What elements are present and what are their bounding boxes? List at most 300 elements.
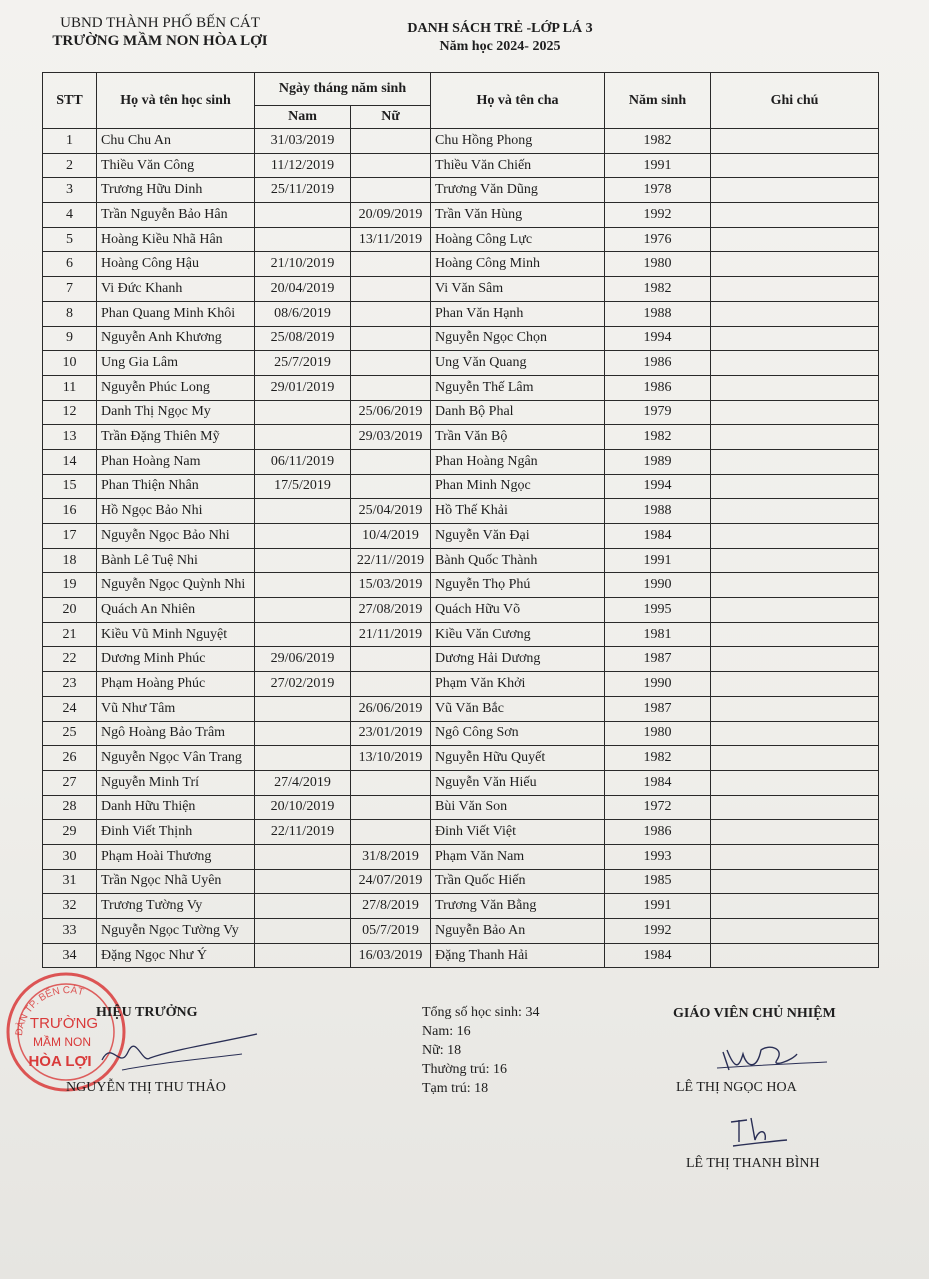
row-dob-female	[351, 252, 431, 277]
teacher2-name: LÊ THỊ THANH BÌNH	[686, 1156, 820, 1171]
row-father-name: Nguyễn Thế Lâm	[431, 375, 605, 400]
row-father-name: Nguyễn Hữu Quyết	[431, 746, 605, 771]
table-row	[43, 844, 879, 869]
table-row	[43, 252, 879, 277]
row-student-name: Trần Đặng Thiên Mỹ	[97, 425, 255, 450]
table-row	[43, 647, 879, 672]
row-stt: 5	[43, 227, 97, 252]
row-father-name: Hồ Thế Khải	[431, 499, 605, 524]
table-row	[43, 326, 879, 351]
row-stt: 24	[43, 696, 97, 721]
row-note	[711, 820, 879, 845]
row-note	[711, 919, 879, 944]
row-note	[711, 548, 879, 573]
row-note	[711, 672, 879, 697]
row-stt: 2	[43, 153, 97, 178]
row-note	[711, 869, 879, 894]
row-dob-male	[255, 622, 351, 647]
seal-line-3: HÒA LỢI	[28, 1053, 92, 1070]
seal-line-2: MẦM NON	[33, 1035, 91, 1049]
row-birth-year: 1988	[605, 301, 711, 326]
row-note	[711, 129, 879, 154]
col-header-female: Nữ	[351, 106, 431, 129]
row-stt: 21	[43, 622, 97, 647]
table-row	[43, 770, 879, 795]
row-dob-male: 27/02/2019	[255, 672, 351, 697]
row-student-name: Đinh Viết Thịnh	[97, 820, 255, 845]
row-dob-female	[351, 672, 431, 697]
row-stt: 22	[43, 647, 97, 672]
row-stt: 31	[43, 869, 97, 894]
row-dob-female: 05/7/2019	[351, 919, 431, 944]
row-birth-year: 1990	[605, 672, 711, 697]
table-row	[43, 153, 879, 178]
row-father-name: Nguyễn Bảo An	[431, 919, 605, 944]
row-dob-female	[351, 153, 431, 178]
row-dob-female: 25/06/2019	[351, 400, 431, 425]
row-birth-year: 1980	[605, 252, 711, 277]
row-dob-female	[351, 375, 431, 400]
row-student-name: Bành Lê Tuệ Nhi	[97, 548, 255, 573]
row-stt: 17	[43, 524, 97, 549]
row-note	[711, 375, 879, 400]
row-stt: 16	[43, 499, 97, 524]
row-father-name: Trương Văn Bằng	[431, 894, 605, 919]
table-row	[43, 375, 879, 400]
row-stt: 20	[43, 598, 97, 623]
row-birth-year: 1992	[605, 203, 711, 228]
row-birth-year: 1995	[605, 598, 711, 623]
row-student-name: Hoàng Kiều Nhã Hân	[97, 227, 255, 252]
row-student-name: Nguyễn Ngọc Bảo Nhi	[97, 524, 255, 549]
row-student-name: Nguyễn Minh Trí	[97, 770, 255, 795]
principal-signature	[92, 1030, 262, 1080]
table-row	[43, 129, 879, 154]
row-stt: 7	[43, 277, 97, 302]
row-dob-male: 17/5/2019	[255, 474, 351, 499]
row-father-name: Kiều Văn Cương	[431, 622, 605, 647]
row-stt: 19	[43, 573, 97, 598]
row-stt: 25	[43, 721, 97, 746]
row-dob-male: 27/4/2019	[255, 770, 351, 795]
row-student-name: Danh Hữu Thiện	[97, 795, 255, 820]
row-note	[711, 277, 879, 302]
row-dob-male	[255, 919, 351, 944]
seal-line-1: TRƯỜNG	[29, 1015, 99, 1032]
row-student-name: Nguyễn Ngọc Tường Vy	[97, 919, 255, 944]
roster-body	[43, 129, 879, 968]
row-dob-female	[351, 474, 431, 499]
row-father-name: Bành Quốc Thành	[431, 548, 605, 573]
table-row	[43, 474, 879, 499]
table-row	[43, 721, 879, 746]
row-birth-year: 1982	[605, 425, 711, 450]
row-dob-male: 25/08/2019	[255, 326, 351, 351]
row-birth-year: 1986	[605, 375, 711, 400]
table-row	[43, 499, 879, 524]
row-father-name: Nguyễn Thọ Phú	[431, 573, 605, 598]
row-father-name: Ngô Công Sơn	[431, 721, 605, 746]
document-title: DANH SÁCH TRẺ -LỚP LÁ 3	[407, 21, 593, 36]
row-dob-male: 20/10/2019	[255, 795, 351, 820]
row-stt: 14	[43, 449, 97, 474]
row-dob-male	[255, 548, 351, 573]
row-dob-female: 21/11/2019	[351, 622, 431, 647]
row-student-name: Ung Gia Lâm	[97, 351, 255, 376]
principal-name: NGUYỄN THỊ THU THẢO	[66, 1080, 226, 1095]
row-student-name: Trần Ngọc Nhã Uyên	[97, 869, 255, 894]
header-center	[380, 20, 620, 56]
row-stt: 9	[43, 326, 97, 351]
summary-male: Nam: 16	[422, 1024, 471, 1039]
row-dob-male	[255, 598, 351, 623]
row-birth-year: 1976	[605, 227, 711, 252]
row-stt: 13	[43, 425, 97, 450]
row-student-name: Chu Chu An	[97, 129, 255, 154]
row-student-name: Trần Nguyễn Bảo Hân	[97, 203, 255, 228]
row-dob-male: 25/11/2019	[255, 178, 351, 203]
row-dob-female: 29/03/2019	[351, 425, 431, 450]
row-dob-male	[255, 894, 351, 919]
row-father-name: Vi Văn Sâm	[431, 277, 605, 302]
row-dob-female	[351, 351, 431, 376]
row-birth-year: 1984	[605, 524, 711, 549]
row-note	[711, 943, 879, 968]
table-row	[43, 622, 879, 647]
row-birth-year: 1988	[605, 499, 711, 524]
table-row	[43, 943, 879, 968]
homeroom-teacher-title: GIÁO VIÊN CHỦ NHIỆM	[673, 1006, 836, 1021]
row-dob-female	[351, 795, 431, 820]
table-row	[43, 598, 879, 623]
row-student-name: Phan Hoàng Nam	[97, 449, 255, 474]
row-birth-year: 1984	[605, 943, 711, 968]
row-dob-female: 27/8/2019	[351, 894, 431, 919]
row-father-name: Phan Văn Hạnh	[431, 301, 605, 326]
row-dob-male	[255, 400, 351, 425]
row-student-name: Phạm Hoài Thương	[97, 844, 255, 869]
row-father-name: Bùi Văn Son	[431, 795, 605, 820]
table-row	[43, 746, 879, 771]
row-father-name: Phạm Văn Khởi	[431, 672, 605, 697]
row-stt: 33	[43, 919, 97, 944]
table-row	[43, 351, 879, 376]
row-note	[711, 227, 879, 252]
row-student-name: Quách An Nhiên	[97, 598, 255, 623]
row-father-name: Phan Hoàng Ngân	[431, 449, 605, 474]
principal-title: HIỆU TRƯỞNG	[96, 1005, 198, 1020]
table-row	[43, 425, 879, 450]
row-dob-male	[255, 227, 351, 252]
row-note	[711, 252, 879, 277]
col-header-stt: STT	[43, 73, 97, 129]
row-dob-female	[351, 326, 431, 351]
table-row	[43, 672, 879, 697]
row-dob-male: 06/11/2019	[255, 449, 351, 474]
row-father-name: Hoàng Công Lực	[431, 227, 605, 252]
row-dob-female	[351, 178, 431, 203]
row-dob-female: 10/4/2019	[351, 524, 431, 549]
row-father-name: Trần Quốc Hiến	[431, 869, 605, 894]
teacher1-name: LÊ THỊ NGỌC HOA	[676, 1080, 797, 1095]
row-note	[711, 425, 879, 450]
row-note	[711, 400, 879, 425]
row-father-name: Ung Văn Quang	[431, 351, 605, 376]
row-dob-male	[255, 425, 351, 450]
row-note	[711, 844, 879, 869]
row-birth-year: 1991	[605, 548, 711, 573]
table-row	[43, 869, 879, 894]
row-birth-year: 1989	[605, 449, 711, 474]
row-dob-female	[351, 770, 431, 795]
row-note	[711, 894, 879, 919]
row-birth-year: 1979	[605, 400, 711, 425]
row-stt: 10	[43, 351, 97, 376]
row-father-name: Quách Hữu Võ	[431, 598, 605, 623]
row-dob-female: 26/06/2019	[351, 696, 431, 721]
col-header-note: Ghi chú	[711, 73, 879, 129]
row-note	[711, 524, 879, 549]
row-birth-year: 1972	[605, 795, 711, 820]
row-father-name: Nguyễn Văn Hiếu	[431, 770, 605, 795]
row-dob-female	[351, 820, 431, 845]
summary-permanent: Thường trú: 16	[422, 1062, 507, 1077]
row-father-name: Nguyễn Ngọc Chọn	[431, 326, 605, 351]
row-stt: 18	[43, 548, 97, 573]
row-student-name: Kiều Vũ Minh Nguyệt	[97, 622, 255, 647]
row-student-name: Trương Hữu Dinh	[97, 178, 255, 203]
row-birth-year: 1980	[605, 721, 711, 746]
table-row	[43, 301, 879, 326]
row-dob-female: 24/07/2019	[351, 869, 431, 894]
row-student-name: Danh Thị Ngọc My	[97, 400, 255, 425]
row-note	[711, 351, 879, 376]
row-dob-female: 31/8/2019	[351, 844, 431, 869]
row-father-name: Thiều Văn Chiến	[431, 153, 605, 178]
table-row	[43, 203, 879, 228]
row-student-name: Thiều Văn Công	[97, 153, 255, 178]
row-birth-year: 1984	[605, 770, 711, 795]
row-dob-female	[351, 449, 431, 474]
row-birth-year: 1987	[605, 647, 711, 672]
row-father-name: Dương Hải Dương	[431, 647, 605, 672]
table-row	[43, 820, 879, 845]
row-dob-male	[255, 869, 351, 894]
row-father-name: Nguyễn Văn Đại	[431, 524, 605, 549]
row-dob-male: 22/11/2019	[255, 820, 351, 845]
row-note	[711, 746, 879, 771]
row-stt: 6	[43, 252, 97, 277]
row-dob-female	[351, 301, 431, 326]
row-dob-female	[351, 129, 431, 154]
row-student-name: Phan Quang Minh Khôi	[97, 301, 255, 326]
row-father-name: Vũ Văn Bắc	[431, 696, 605, 721]
row-birth-year: 1981	[605, 622, 711, 647]
row-student-name: Nguyễn Phúc Long	[97, 375, 255, 400]
table-row	[43, 795, 879, 820]
row-dob-female: 20/09/2019	[351, 203, 431, 228]
row-note	[711, 153, 879, 178]
col-header-dob: Ngày tháng năm sinh	[255, 73, 431, 106]
row-note	[711, 499, 879, 524]
row-birth-year: 1994	[605, 326, 711, 351]
row-dob-female	[351, 277, 431, 302]
row-note	[711, 696, 879, 721]
class-summary	[422, 1004, 539, 1099]
row-student-name: Vũ Như Tâm	[97, 696, 255, 721]
row-birth-year: 1987	[605, 696, 711, 721]
row-birth-year: 1982	[605, 277, 711, 302]
row-dob-male: 20/04/2019	[255, 277, 351, 302]
row-note	[711, 474, 879, 499]
row-dob-female: 27/08/2019	[351, 598, 431, 623]
row-dob-male	[255, 746, 351, 771]
row-note	[711, 326, 879, 351]
row-dob-male	[255, 499, 351, 524]
row-student-name: Hoàng Công Hậu	[97, 252, 255, 277]
teacher2-signature	[725, 1114, 795, 1150]
row-stt: 11	[43, 375, 97, 400]
table-row	[43, 227, 879, 252]
row-father-name: Trần Văn Hùng	[431, 203, 605, 228]
row-dob-male: 29/06/2019	[255, 647, 351, 672]
row-note	[711, 770, 879, 795]
table-row	[43, 894, 879, 919]
row-birth-year: 1978	[605, 178, 711, 203]
row-note	[711, 573, 879, 598]
row-note	[711, 721, 879, 746]
row-note	[711, 598, 879, 623]
row-stt: 34	[43, 943, 97, 968]
row-birth-year: 1991	[605, 153, 711, 178]
row-dob-male	[255, 721, 351, 746]
row-student-name: Nguyễn Anh Khương	[97, 326, 255, 351]
row-student-name: Nguyễn Ngọc Vân Trang	[97, 746, 255, 771]
school-year: Năm học 2024- 2025	[439, 39, 561, 54]
row-dob-male	[255, 696, 351, 721]
summary-female: Nữ: 18	[422, 1043, 462, 1058]
row-father-name: Đinh Viết Việt	[431, 820, 605, 845]
row-father-name: Phan Minh Ngọc	[431, 474, 605, 499]
row-birth-year: 1992	[605, 919, 711, 944]
row-dob-female: 22/11//2019	[351, 548, 431, 573]
row-dob-male	[255, 203, 351, 228]
row-birth-year: 1993	[605, 844, 711, 869]
row-dob-female: 15/03/2019	[351, 573, 431, 598]
row-dob-female: 16/03/2019	[351, 943, 431, 968]
row-dob-male: 25/7/2019	[255, 351, 351, 376]
row-note	[711, 301, 879, 326]
row-birth-year: 1985	[605, 869, 711, 894]
row-dob-female: 13/10/2019	[351, 746, 431, 771]
row-note	[711, 622, 879, 647]
table-row	[43, 449, 879, 474]
row-student-name: Dương Minh Phúc	[97, 647, 255, 672]
table-row	[43, 919, 879, 944]
row-note	[711, 647, 879, 672]
row-dob-male: 31/03/2019	[255, 129, 351, 154]
row-father-name: Danh Bộ Phal	[431, 400, 605, 425]
header-school: TRƯỜNG MẦM NON HÒA LỢI	[52, 33, 268, 49]
summary-temporary: Tạm trú: 18	[422, 1081, 489, 1096]
row-student-name: Vi Đức Khanh	[97, 277, 255, 302]
row-birth-year: 1994	[605, 474, 711, 499]
row-father-name: Trương Văn Dũng	[431, 178, 605, 203]
teacher1-signature	[705, 1040, 835, 1080]
row-stt: 1	[43, 129, 97, 154]
row-student-name: Trương Tường Vy	[97, 894, 255, 919]
row-dob-male	[255, 943, 351, 968]
row-dob-male	[255, 524, 351, 549]
seal-top-text: ĐÀN TP. BẾN CÁT	[13, 984, 85, 1037]
row-note	[711, 449, 879, 474]
row-student-name: Phạm Hoàng Phúc	[97, 672, 255, 697]
row-dob-male	[255, 844, 351, 869]
summary-total: Tổng số học sinh: 34	[422, 1005, 540, 1020]
row-student-name: Hồ Ngọc Bảo Nhi	[97, 499, 255, 524]
row-stt: 30	[43, 844, 97, 869]
row-stt: 27	[43, 770, 97, 795]
row-dob-female: 23/01/2019	[351, 721, 431, 746]
row-stt: 15	[43, 474, 97, 499]
student-roster-table	[42, 72, 879, 968]
row-birth-year: 1982	[605, 746, 711, 771]
row-note	[711, 178, 879, 203]
row-student-name: Ngô Hoàng Bảo Trâm	[97, 721, 255, 746]
row-father-name: Trần Văn Bộ	[431, 425, 605, 450]
table-row	[43, 696, 879, 721]
row-stt: 12	[43, 400, 97, 425]
row-dob-female: 13/11/2019	[351, 227, 431, 252]
row-dob-male: 11/12/2019	[255, 153, 351, 178]
col-header-birth-year: Năm sinh	[605, 73, 711, 129]
row-note	[711, 795, 879, 820]
row-dob-male: 21/10/2019	[255, 252, 351, 277]
row-birth-year: 1982	[605, 129, 711, 154]
table-row	[43, 178, 879, 203]
row-birth-year: 1986	[605, 351, 711, 376]
row-dob-female	[351, 647, 431, 672]
col-header-male: Nam	[255, 106, 351, 129]
table-row	[43, 400, 879, 425]
row-stt: 28	[43, 795, 97, 820]
table-row	[43, 524, 879, 549]
row-note	[711, 203, 879, 228]
row-father-name: Hoàng Công Minh	[431, 252, 605, 277]
row-father-name: Chu Hồng Phong	[431, 129, 605, 154]
col-header-student-name: Họ và tên học sinh	[97, 73, 255, 129]
row-dob-male: 29/01/2019	[255, 375, 351, 400]
row-student-name: Phan Thiện Nhân	[97, 474, 255, 499]
table-row	[43, 548, 879, 573]
row-birth-year: 1986	[605, 820, 711, 845]
row-student-name: Đặng Ngọc Như Ý	[97, 943, 255, 968]
row-stt: 29	[43, 820, 97, 845]
row-birth-year: 1991	[605, 894, 711, 919]
row-stt: 3	[43, 178, 97, 203]
row-stt: 26	[43, 746, 97, 771]
col-header-father-name: Họ và tên cha	[431, 73, 605, 129]
row-dob-male: 08/6/2019	[255, 301, 351, 326]
header-left	[40, 14, 280, 50]
row-stt: 23	[43, 672, 97, 697]
row-birth-year: 1990	[605, 573, 711, 598]
table-row	[43, 277, 879, 302]
row-dob-female: 25/04/2019	[351, 499, 431, 524]
row-student-name: Nguyễn Ngọc Quỳnh Nhi	[97, 573, 255, 598]
header-organization: UBND THÀNH PHỐ BẾN CÁT	[60, 15, 260, 31]
row-father-name: Đặng Thanh Hải	[431, 943, 605, 968]
